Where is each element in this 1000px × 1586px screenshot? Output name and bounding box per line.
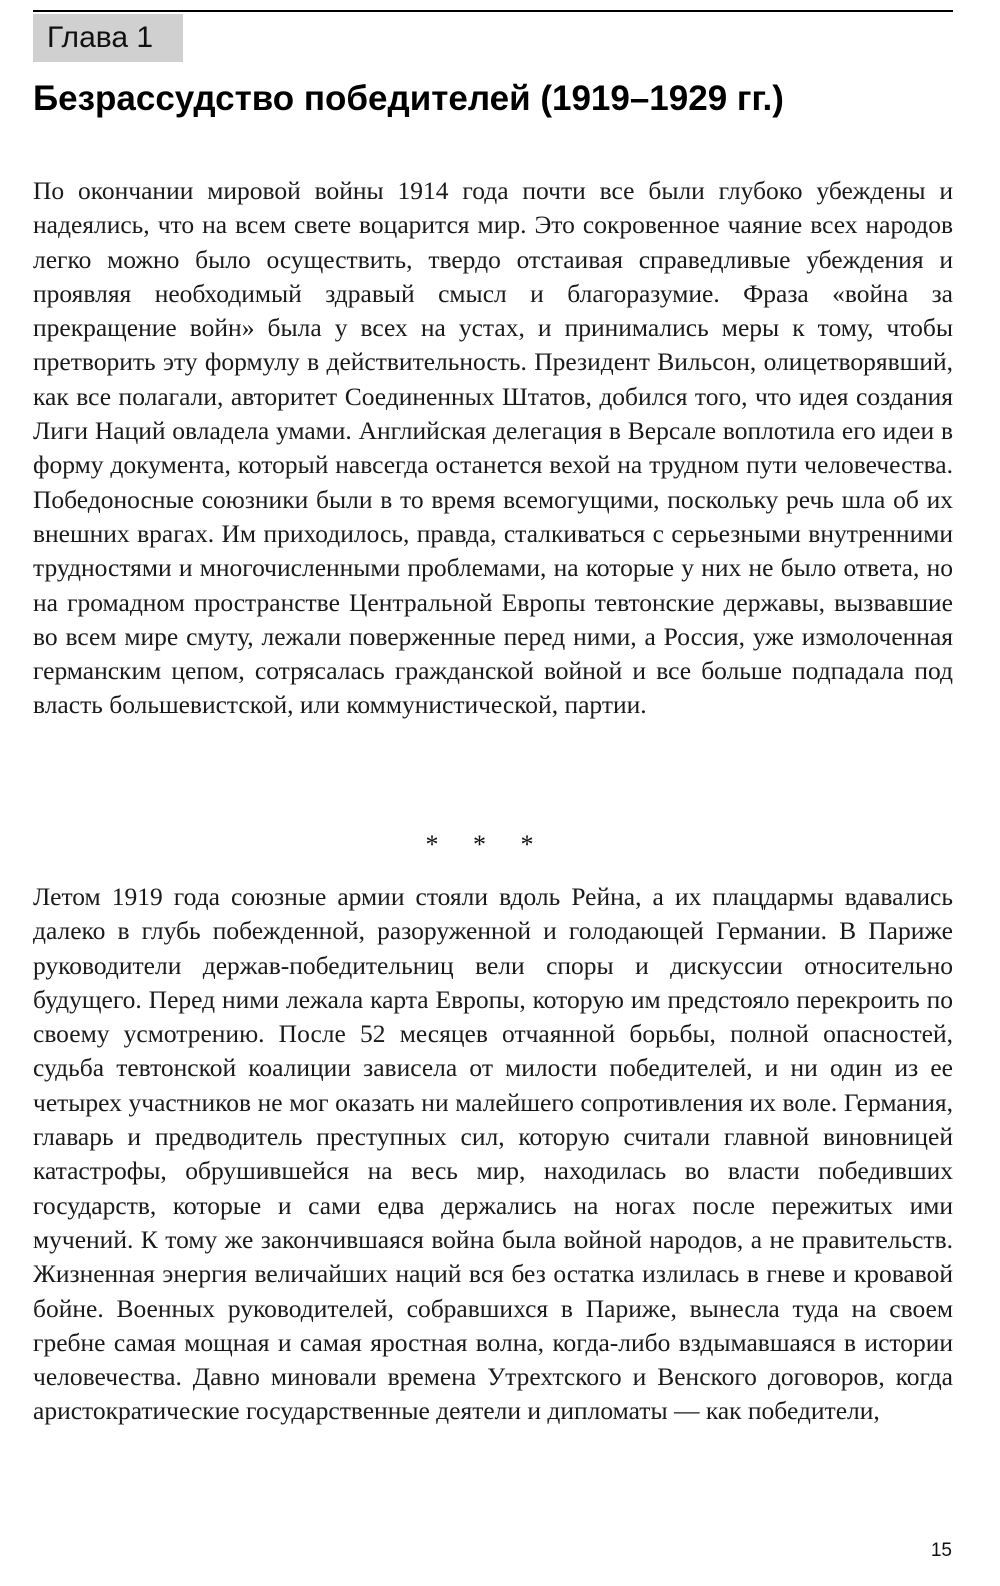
- chapter-title: Безрассудство победителей (1919–1929 гг.): [33, 79, 784, 118]
- page-number: 15: [930, 1540, 952, 1561]
- section-separator: * * *: [425, 830, 548, 859]
- top-rule: [33, 10, 953, 12]
- paragraph-2: Летом 1919 года союзные армии стояли вдоль Рейна, а их плацдармы вдавались далеко в глубь побежденной, разоруженной и голодающей Германии. В Париже руководители держав-победительниц вели споры и дискуссии относительно будущего. Перед ними лежала карта Европы, которую им предстояло перекроить по своему усмотрению. После 52 месяцев отчаянной борьбы, полной опасностей, судьба тевтонской коалиции зависела от милости победителей, и ни один из ее четырех участников не мог оказать ни малейшего сопротивления их воле. Германия, главарь и предводитель преступных сил, которую считали главной виновницей катастрофы, обрушившейся на весь мир, находилась во власти победивших государств, которые и сами едва держались на ногах после пережитых ими мучений. К тому же закончившаяся война была войной народов, а не правительств. Жизненная энергия величайших наций вся без остатка излилась в гневе и кровавой бойне. Военных руководителей, собравшихся в Париже, вынесла туда на своем гребне самая мощная и самая яростная волна, когда-либо вздымавшаяся в истории человечества. Давно миновали времена Утрехтского и Венского договоров, когда аристократические государственные деятели и дипломаты — как победители,: [33, 882, 953, 1426]
- chapter-label: Глава 1: [33, 14, 183, 62]
- paragraph-1: По окончании мировой войны 1914 года почти все были глубоко убеждены и надеялись, что на всем свете воцарится мир. Это сокровенное чаяние всех народов легко можно было осуществить, твердо отстаивая справедливые убеждения и проявляя необходимый здравый смысл и благоразумие. Фраза «война за прекращение войн» была у всех на устах, и принимались меры к тому, чтобы претворить эту формулу в действительность. Президент Вильсон, олицетворявший, как все полагали, авторитет Соединенных Штатов, добился того, что идея создания Лиги Наций овладела умами. Английская делегация в Версале воплотила его идеи в форму документа, который навсегда останется вехой на трудном пути человечества. Победоносные союзники были в то время всемогущими, поскольку речь шла об их внешних врагах. Им приходилось, правда, сталкиваться с серьезными внутренними трудностями и многочисленными проблемами, на которые у них не было ответа, но на громадном пространстве Центральной Европы тевтонские державы, вызвавшие во всем мире смуту, лежали поверженные перед ними, а Россия, уже измолоченная германским цепом, сотрясалась гражданской войной и все больше подпадала под власть большевистской, или коммунистической, партии.: [33, 176, 953, 720]
